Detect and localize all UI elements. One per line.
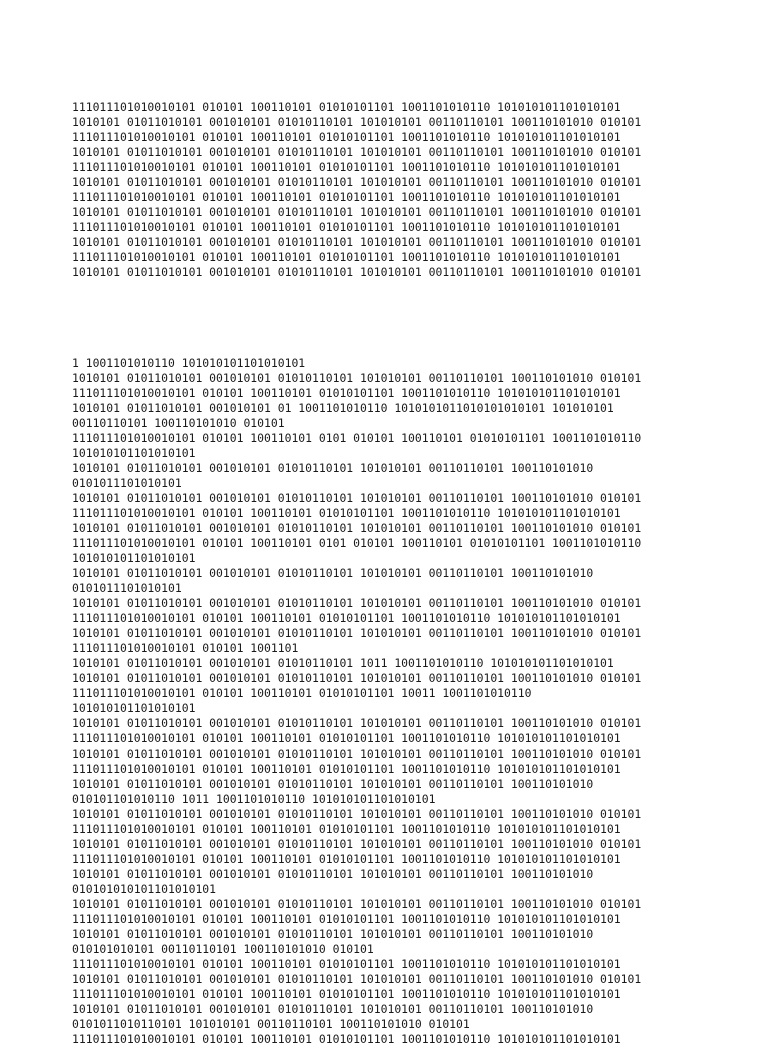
text-line: 111011101010010101 010101 100110101 01010101101 1001101010110 101010101101010101 xyxy=(72,851,621,866)
text-line: 111011101010010101 010101 100110101 01010101101 1001101010110 101010101101010101 xyxy=(72,987,621,1001)
text-line: 101010101101010101 xyxy=(72,701,196,716)
text-line: 111011101010010101 010101 100110101 01010101101 1001101010110 101010101101010101 xyxy=(72,190,621,205)
text-line: 1010101 01011010101 001010101 01010110101 101010101 00110110101 100110101010 010101 xyxy=(72,175,642,190)
text-line: 1010101 01011010101 001010101 01010110101 101010101 00110110101 100110101010 010101 xyxy=(72,746,642,761)
text-line: 010101010101101010101 xyxy=(72,881,217,896)
text-line: 111011101010010101 010101 100110101 01010101101 1001101010110 101010101101010101 xyxy=(72,385,621,400)
text-line: 0101011010110101 101010101 00110110101 100110101010 010101 xyxy=(72,1017,470,1032)
text-line: 1010101 01011010101 001010101 01010110101 101010101 00110110101 100110101010 xyxy=(72,866,594,881)
text-line: 101010101101010101 xyxy=(72,551,196,566)
text-line: 1010101 01011010101 001010101 01010110101 101010101 00110110101 100110101010 010101 xyxy=(72,521,642,536)
text-line: 111011101010010101 010101 100110101 01010101101 1001101010110 101010101101010101 xyxy=(72,250,621,265)
text-line: 1010101 01011010101 001010101 01010110101 101010101 00110110101 100110101010 010101 xyxy=(72,145,642,160)
text-line: 111011101010010101 010101 100110101 01010101101 1001101010110 101010101101010101 xyxy=(72,611,621,626)
binary-text-document xyxy=(72,70,712,1062)
text-line: 010101010101 00110110101 100110101010 010101 xyxy=(72,941,374,956)
text-line: 111011101010010101 010101 100110101 01010101101 1001101010110 101010101101010101 xyxy=(72,731,621,746)
text-line: 010101101010110 1011 1001101010110 101010101101010101 xyxy=(72,791,436,806)
text-line: 1010101 01011010101 001010101 01010110101 101010101 00110110101 100110101010 010101 xyxy=(72,806,642,821)
text-line: 1 1001101010110 101010101101010101 xyxy=(72,355,306,370)
text-line: 0101011101010101 xyxy=(72,581,182,596)
text-line: 111011101010010101 010101 100110101 01010101101 1001101010110 101010101101010101 xyxy=(72,220,621,235)
text-line: 1010101 01011010101 001010101 01010110101 101010101 00110110101 100110101010 xyxy=(72,1002,594,1017)
text-line: 1010101 01011010101 001010101 01010110101 1011 1001101010110 101010101101010101 xyxy=(72,656,614,671)
text-line: 1010101 01011010101 001010101 01010110101 101010101 00110110101 100110101010 010101 xyxy=(72,265,642,280)
text-line: 1010101 01011010101 001010101 01010110101 101010101 00110110101 100110101010 010101 xyxy=(72,490,642,505)
text-line: 1010101 01011010101 001010101 01010110101 101010101 00110110101 100110101010 010101 xyxy=(72,896,642,911)
text-line: 00110110101 100110101010 010101 xyxy=(72,415,285,430)
text-line: 111011101010010101 010101 100110101 0101 010101 100110101 01010101101 1001101010110 xyxy=(72,536,642,551)
text-line: 1010101 01011010101 001010101 01010110101 101010101 00110110101 100110101010 xyxy=(72,566,594,581)
paragraph-gap xyxy=(72,311,712,326)
text-line: 1010101 01011010101 001010101 01 1001101010110 1010101011010101010101 101010101 xyxy=(72,400,614,415)
text-line: 1010101 01011010101 001010101 01010110101 101010101 00110110101 100110101010 010101 xyxy=(72,971,642,986)
text-line: 111011101010010101 010101 100110101 01010101101 10011 1001101010110 xyxy=(72,686,532,701)
text-line: 1010101 01011010101 001010101 01010110101 101010101 00110110101 100110101010 010101 xyxy=(72,370,642,385)
text-line: 111011101010010101 010101 100110101 01010101101 1001101010110 101010101101010101 xyxy=(72,761,621,776)
text-line: 1010101 01011010101 001010101 01010110101 101010101 00110110101 100110101010 010101 xyxy=(72,671,642,686)
text-line: 111011101010010101 010101 100110101 01010101101 1001101010110 101010101101010101 xyxy=(72,130,621,145)
text-line: 1010101 01011010101 001010101 01010110101 101010101 00110110101 100110101010 010101 xyxy=(72,235,642,250)
text-line: 111011101010010101 010101 100110101 01010101101 1001101010110 101010101101010101 xyxy=(72,506,621,520)
text-line: 111011101010010101 010101 100110101 01010101101 1001101010110 101010101101010101 xyxy=(72,821,621,836)
binary-text-block-2 xyxy=(72,356,712,1047)
text-line: 111011101010010101 010101 100110101 0101 010101 100110101 01010101101 1001101010110 xyxy=(72,430,642,445)
text-line: 1010101 01011010101 001010101 01010110101 101010101 00110110101 100110101010 xyxy=(72,926,594,941)
text-line: 1010101 01011010101 001010101 01010110101 101010101 00110110101 100110101010 010101 xyxy=(72,836,642,851)
text-line: 111011101010010101 010101 100110101 01010101101 1001101010110 101010101101010101 xyxy=(72,911,621,926)
text-line: 1010101 01011010101 001010101 01010110101 101010101 00110110101 100110101010 xyxy=(72,460,594,475)
binary-text-block-1 xyxy=(72,100,712,280)
text-line: 101010101101010101 xyxy=(72,445,196,460)
text-line: 111011101010010101 010101 100110101 01010101101 1001101010110 101010101101010101 xyxy=(72,160,621,175)
text-line: 1010101 01011010101 001010101 01010110101 101010101 00110110101 100110101010 010101 xyxy=(72,115,642,130)
text-line: 1010101 01011010101 001010101 01010110101 101010101 00110110101 100110101010 010101 xyxy=(72,626,642,641)
text-line: 1010101 01011010101 001010101 01010110101 101010101 00110110101 100110101010 010101 xyxy=(72,596,642,611)
text-line: 1010101 01011010101 001010101 01010110101 101010101 00110110101 100110101010 xyxy=(72,776,594,791)
text-line: 1010101 01011010101 001010101 01010110101 101010101 00110110101 100110101010 010101 xyxy=(72,205,642,220)
text-line: 111011101010010101 010101 1001101 xyxy=(72,641,299,656)
text-line: 111011101010010101 010101 100110101 01010101101 1001101010110 101010101101010101 xyxy=(72,100,621,115)
text-line: 0101011101010101 xyxy=(72,475,182,490)
text-line: 111011101010010101 010101 100110101 01010101101 1001101010110 101010101101010101 xyxy=(72,956,621,971)
text-line: 111011101010010101 010101 100110101 01010101101 1001101010110 101010101101010101 xyxy=(72,1032,621,1047)
text-line: 1010101 01011010101 001010101 01010110101 101010101 00110110101 100110101010 010101 xyxy=(72,716,642,731)
